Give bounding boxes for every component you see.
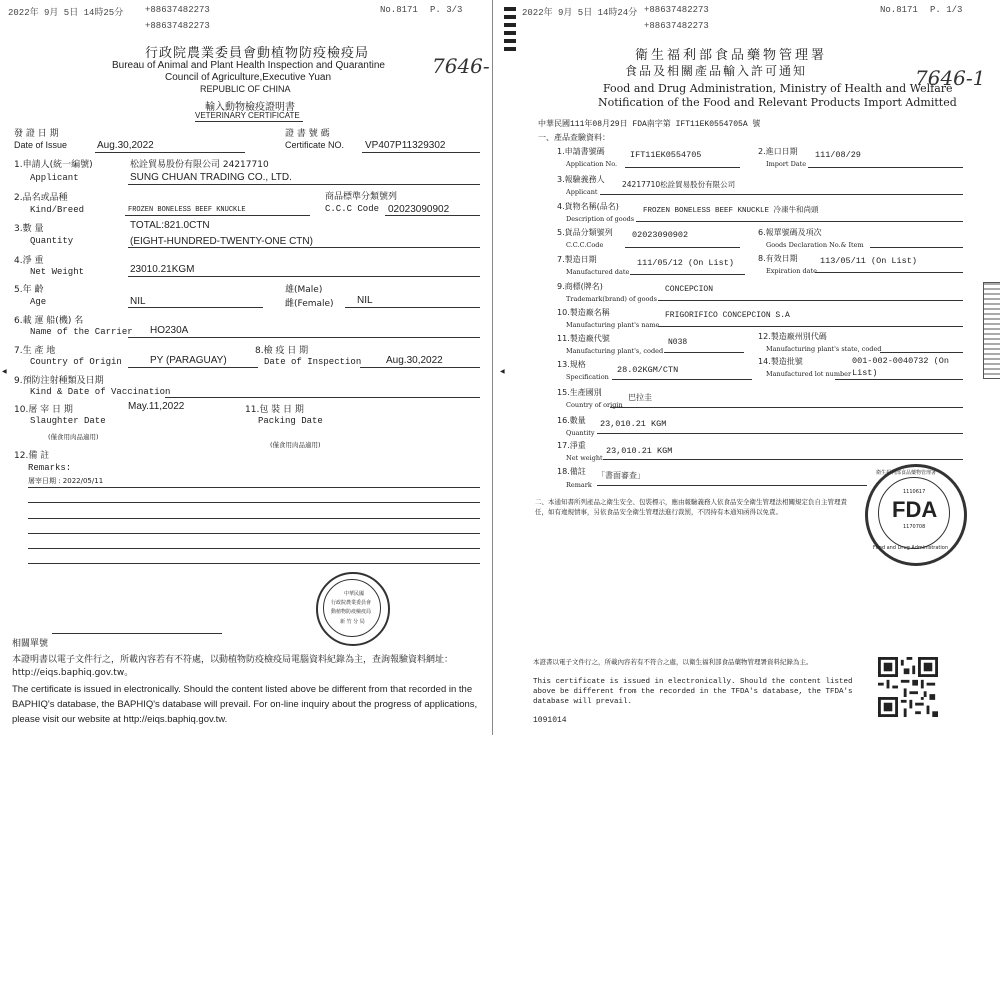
- qr-code: [878, 657, 938, 717]
- expiration-date-label-zh: 8.有效日期: [758, 254, 798, 263]
- origin-label-zh: 7.生 產 地: [14, 346, 56, 356]
- remarks-label: Remarks:: [28, 463, 72, 473]
- quantity-label-zh: 3.數 量: [14, 224, 44, 234]
- kind-value: FROZEN BONELESS BEEF KNUCKLE: [128, 206, 246, 214]
- plant-code-label: Manufacturing plant's, coded: [566, 347, 664, 355]
- ccc-code-label: C.C.C.Code: [566, 241, 604, 249]
- trademark-label: Trademark(brand) of goods: [566, 295, 657, 303]
- certificate-subtitle-en: VETERINARY CERTIFICATE: [195, 111, 300, 120]
- packing-date-note: (僅食用肉品適用): [270, 441, 321, 449]
- issue-date-label-zh: 發 證 日 期: [14, 129, 59, 139]
- import-date-value: 111/08/29: [815, 150, 861, 160]
- declaration-label-zh: 6.報單號碼及項次: [758, 228, 822, 237]
- remark-label-zh: 18.備註: [557, 467, 586, 476]
- application-no-label-zh: 1.申請書號碼: [557, 147, 605, 156]
- bureau-seal: [316, 572, 390, 646]
- fda-seal: [865, 464, 967, 566]
- fda-logo: FDA: [892, 497, 938, 522]
- quantity-label: Quantity: [30, 236, 74, 246]
- issue-date-value: Aug.30,2022: [97, 140, 154, 151]
- seal-number: 1170708: [903, 524, 926, 530]
- ccc-code-value: 02023090902: [632, 230, 689, 240]
- origin-label-zh: 15.生產國別: [557, 388, 602, 397]
- fda-title-zh: 衛生福利部食品藥物管理署: [635, 48, 828, 63]
- remarks-label-zh: 12.備 註: [14, 451, 50, 461]
- reference-line: 中華民國111年08月29日 FDA南字第 IFT11EK0554705A 號: [538, 120, 761, 129]
- fax-datetime: 2022年 9月 5日 14時25分: [8, 8, 124, 18]
- import-date-label: Import Date: [766, 160, 807, 168]
- kind-label: Kind/Breed: [30, 205, 85, 215]
- fax-number: +88637482273: [145, 5, 210, 15]
- trademark-label-zh: 9.商標(牌名): [557, 282, 603, 291]
- slaughter-date-value: May.11,2022: [128, 401, 185, 412]
- manufactured-date-label: Manufactured date: [566, 268, 630, 276]
- ccc-code-label-zh: 5.貨品分類號列: [557, 228, 613, 237]
- edge-stamp: [983, 282, 1000, 379]
- plant-state-label: Manufacturing plant's state, coded: [766, 345, 882, 353]
- inspection-date-label: Date of Inspection: [264, 357, 362, 367]
- section-product-data: 一、產品查驗資料：: [538, 133, 610, 142]
- slaughter-date-note: (僅食用肉品適用): [48, 433, 99, 441]
- notification-title-en: Notification of the Food and Relevant Products Import Admitted: [598, 96, 957, 109]
- applicant-label: Applicant: [30, 173, 79, 183]
- margin-arrow-icon: ◀: [2, 368, 7, 375]
- fax-sequence: No.8171: [880, 5, 918, 15]
- fax-datetime: 2022年 9月 5日 14時24分: [522, 8, 638, 18]
- fax-page: P. 1/3: [930, 5, 963, 15]
- expiration-date-label: Expiration date: [766, 267, 817, 275]
- certificate-no-value: VP407P11329302: [365, 140, 446, 151]
- remarks-value: 屠宰日期 : 2022/05/11: [28, 477, 104, 485]
- applicant-value: SUNG CHUAN TRADING CO., LTD.: [130, 172, 292, 183]
- fax-number: +88637482273: [644, 5, 709, 15]
- slaughter-date-label: Slaughter Date: [30, 416, 106, 426]
- goods-value: FROZEN BONELESS BEEF KNUCKLE 冷凍牛和尚頭: [643, 207, 819, 215]
- notice-zh: 本證書以電子文件行之，所載內容若有不符合之處，以衛生福利部食品藥物管理署資料紀錄為主。: [533, 658, 813, 666]
- quantity-words: (EIGHT-HUNDRED-TWENTY-ONE CTN): [130, 236, 313, 247]
- fax-marker: [504, 3, 516, 51]
- seal-text: 新 竹 分 局: [340, 619, 365, 625]
- agency-title-zh: 行政院農業委員會動植物防疫檢疫局: [145, 46, 370, 61]
- applicant-value-zh: 松詮貿易股份有限公司 24217710: [130, 160, 269, 170]
- plant-code-label-zh: 11.製造廠代號: [557, 334, 610, 343]
- applicant-label: Applicant: [566, 188, 598, 196]
- seal-number: 1110617: [903, 489, 926, 495]
- fax-sequence: No.8171: [380, 5, 418, 15]
- applicant-label-zh: 1.申請人(統一編號): [14, 160, 93, 170]
- specification-value: 28.02KGM/CTN: [617, 365, 679, 375]
- quantity-label-zh: 16.數量: [557, 416, 586, 425]
- fax-number: +88637482273: [644, 21, 709, 31]
- carrier-label-zh: 6.載 運 船(機) 名: [14, 316, 84, 326]
- sex-value: NIL: [357, 295, 373, 306]
- notice-zh: 本證明書以電子文件行之，所載內容若有不符處，以動植物防疫檢疫局電腦資料紀錄為主，查詢報驗資料網址：http://eiqs.baphiq.gov.tw。: [12, 655, 454, 678]
- slaughter-date-label-zh: 10.屠 宰 日 期: [14, 405, 73, 415]
- carrier-value: HO230A: [150, 325, 189, 336]
- net-weight-value: 23010.21KGM: [130, 264, 195, 275]
- net-weight-label-zh: 4.淨 重: [14, 256, 44, 266]
- manufactured-date-value: 111/05/12 (On List): [637, 258, 734, 268]
- sex-male-label: 雄(Male): [285, 285, 323, 295]
- origin-label: Country of origin: [566, 401, 623, 409]
- origin-label: Country of Origin: [30, 357, 122, 367]
- declaration-label: Goods Declaration No.& Item: [766, 241, 864, 249]
- goods-label-zh: 4.貨物名稱(品名): [557, 202, 619, 211]
- certificate-subtitle-zh: 輸入動物檢疫證明書: [205, 102, 295, 113]
- fax-number: +88637482273: [145, 21, 210, 31]
- seal-text: 衛生福利部食品藥物管理署: [876, 470, 937, 476]
- ccc-code-label: C.C.C Code: [325, 204, 380, 214]
- ccc-code-value: 02023090902: [388, 204, 450, 215]
- net-weight-label-zh: 17.淨重: [557, 441, 586, 450]
- goods-label: Description of goods: [566, 215, 635, 223]
- plant-code-value: N038: [668, 338, 688, 347]
- certificate-no-label: Certificate NO.: [285, 140, 345, 150]
- section-notice: 二、本通知書所列產品之衛生安全、包裝標示，應由報驗義務人依食品安全衛生管理法相關規定負自主管理責任，如有違規情事，另依食品安全衛生管理法進行裁罰，不因持有本通知函得以免責。: [535, 498, 847, 516]
- specification-label: Specification: [566, 373, 609, 381]
- application-no-label: Application No.: [566, 160, 618, 168]
- quantity-value: 23,010.21 KGM: [600, 419, 667, 429]
- age-value: NIL: [130, 296, 146, 307]
- related-number-label: 相關單號: [12, 639, 49, 649]
- applicant-value: 24217710松詮貿易股份有限公司: [622, 180, 736, 189]
- fax-page: P. 3/3: [430, 5, 463, 15]
- issue-date-label: Date of Issue: [14, 140, 68, 150]
- remark-label: Remark: [566, 481, 592, 489]
- plant-name-label-zh: 10.製造廠名稱: [557, 308, 610, 317]
- lot-number-label-zh: 14.製造批號: [758, 357, 803, 366]
- notice-en: The certificate is issued in electronically. Should the content listed above be different from that recorded in the BAPHIQ's database, the BAPHIQ's database will prevail. For on-line inquiry about the progress of applications, please visit our website at http://eiqs.baphiq.gov.tw.: [12, 684, 478, 725]
- plant-state-label-zh: 12.製造廠州別代碼: [758, 332, 827, 341]
- handwritten-note: 7646-: [432, 54, 490, 78]
- seal-text: 動植物防疫檢疫局: [331, 609, 372, 615]
- notification-title-zh: 食品及相關產品輸入許可通知: [625, 64, 808, 78]
- carrier-label: Name of the Carrier: [30, 327, 133, 337]
- net-weight-value: 23,010.21 KGM: [606, 446, 673, 456]
- net-weight-label: Net weight: [566, 454, 603, 462]
- net-weight-label: Net Weight: [30, 267, 85, 277]
- ccc-code-label-zh: 商品標準分類號列: [325, 192, 398, 202]
- certificate-no-label-zh: 證 書 號 碼: [285, 129, 330, 139]
- notice-en: This certificate is issued in electronically. Should the content listed above be different from the recorded in the TFDA's database, the TFDA's database will prevail.: [533, 678, 853, 706]
- agency-council: Council of Agriculture,Executive Yuan: [165, 72, 332, 83]
- manufactured-date-label-zh: 7.製造日期: [557, 255, 597, 264]
- specification-label-zh: 13.規格: [557, 360, 586, 369]
- agency-country: REPUBLIC OF CHINA: [200, 84, 291, 94]
- plant-name-value: FRIGORIFICO CONCEPCION S.A: [665, 311, 790, 320]
- vaccination-label: Kind & Date of Vaccination: [30, 387, 171, 397]
- packing-date-label: Packing Date: [258, 416, 323, 426]
- quantity-label: Quantity: [566, 429, 595, 437]
- vaccination-label-zh: 9.預防注射種類及日期: [14, 376, 104, 386]
- handwritten-note: 7646-1: [915, 66, 986, 90]
- fda-title-en: Food and Drug Administration, Ministry of Health and Welfare: [603, 82, 953, 95]
- lot-number-value: 001-002-0040732 (On: [852, 356, 949, 366]
- import-date-label-zh: 2.進口日期: [758, 147, 798, 156]
- age-label: Age: [30, 297, 47, 307]
- packing-date-label-zh: 11.包 裝 日 期: [245, 405, 304, 415]
- seal-text: 中華民國: [344, 591, 365, 597]
- agency-title-en: Bureau of Animal and Plant Health Inspection and Quarantine: [112, 60, 385, 71]
- application-no-value: IFT11EK0554705: [630, 150, 702, 160]
- plant-name-label: Manufacturing plant's name: [566, 321, 660, 329]
- seal-text: Food and Drug Administration: [873, 545, 948, 551]
- margin-arrow-icon: ◀: [500, 368, 505, 375]
- sex-female-label: 雌(Female): [285, 299, 334, 309]
- inspection-date-value: Aug.30,2022: [386, 355, 443, 366]
- trademark-value: CONCEPCION: [665, 285, 714, 294]
- footer-code: 1091014: [533, 716, 567, 725]
- expiration-date-value: 113/05/11 (On List): [820, 256, 917, 266]
- origin-value: PY (PARAGUAY): [150, 355, 227, 366]
- quantity-total: TOTAL:821.0CTN: [130, 220, 210, 231]
- inspection-date-label-zh: 8.檢 疫 日 期: [255, 346, 309, 356]
- age-label-zh: 5.年 齡: [14, 285, 44, 295]
- remark-value: 「書面審查」: [597, 471, 645, 480]
- applicant-label-zh: 3.報驗義務人: [557, 175, 605, 184]
- seal-text: 行政院農業委員會: [331, 600, 372, 606]
- lot-number-value-cont: List): [852, 368, 878, 378]
- kind-label-zh: 2.品名或品種: [14, 193, 68, 203]
- origin-value: 巴拉圭: [628, 393, 652, 402]
- page-divider: [492, 0, 493, 735]
- lot-number-label: Manufactured lot number: [766, 370, 852, 378]
